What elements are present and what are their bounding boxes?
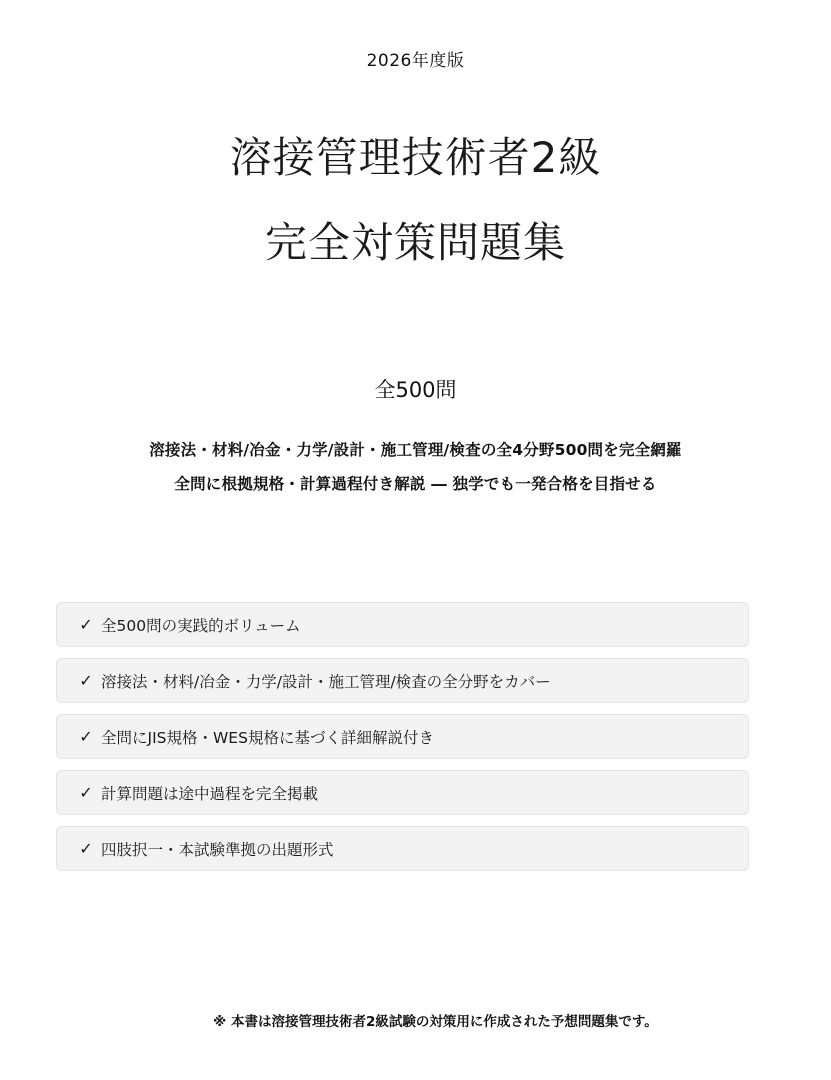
footnote: ※ 本書は溶接管理技術者2級試験の対策用に作成された予想問題集です。 <box>213 1014 658 1030</box>
feature-text: 溶接法・材料/冶金・力学/設計・施工管理/検査の全分野をカバー <box>101 672 551 691</box>
feature-text: 全問にJIS規格・WES規格に基づく詳細解説付き <box>101 728 434 747</box>
description-line-1: 溶接法・材料/冶金・力学/設計・施工管理/検査の全4分野500問を完全網羅 <box>149 441 682 459</box>
feature-item <box>56 714 749 759</box>
feature-item <box>56 602 749 647</box>
feature-text: 四肢択一・本試験準拠の出題形式 <box>101 840 334 859</box>
description-line-2: 全問に根拠規格・計算過程付き解説 ― 独学でも一発合格を目指せる <box>174 475 657 493</box>
title-line-1: 溶接管理技術者2級 <box>229 133 602 182</box>
feature-list <box>56 602 749 882</box>
check-icon: ✓ <box>79 615 93 634</box>
check-icon: ✓ <box>79 783 93 802</box>
title-line-2: 完全対策問題集 <box>264 218 566 267</box>
question-count: 全500問 <box>374 378 457 402</box>
feature-text: 計算問題は途中過程を完全掲載 <box>101 784 319 803</box>
edition-label: 2026年度版 <box>366 51 465 71</box>
check-icon: ✓ <box>79 727 93 746</box>
feature-text: 全500問の実践的ボリューム <box>101 616 301 635</box>
feature-item <box>56 658 749 703</box>
check-icon: ✓ <box>79 671 93 690</box>
feature-item <box>56 826 749 871</box>
feature-item <box>56 770 749 815</box>
check-icon: ✓ <box>79 839 93 858</box>
